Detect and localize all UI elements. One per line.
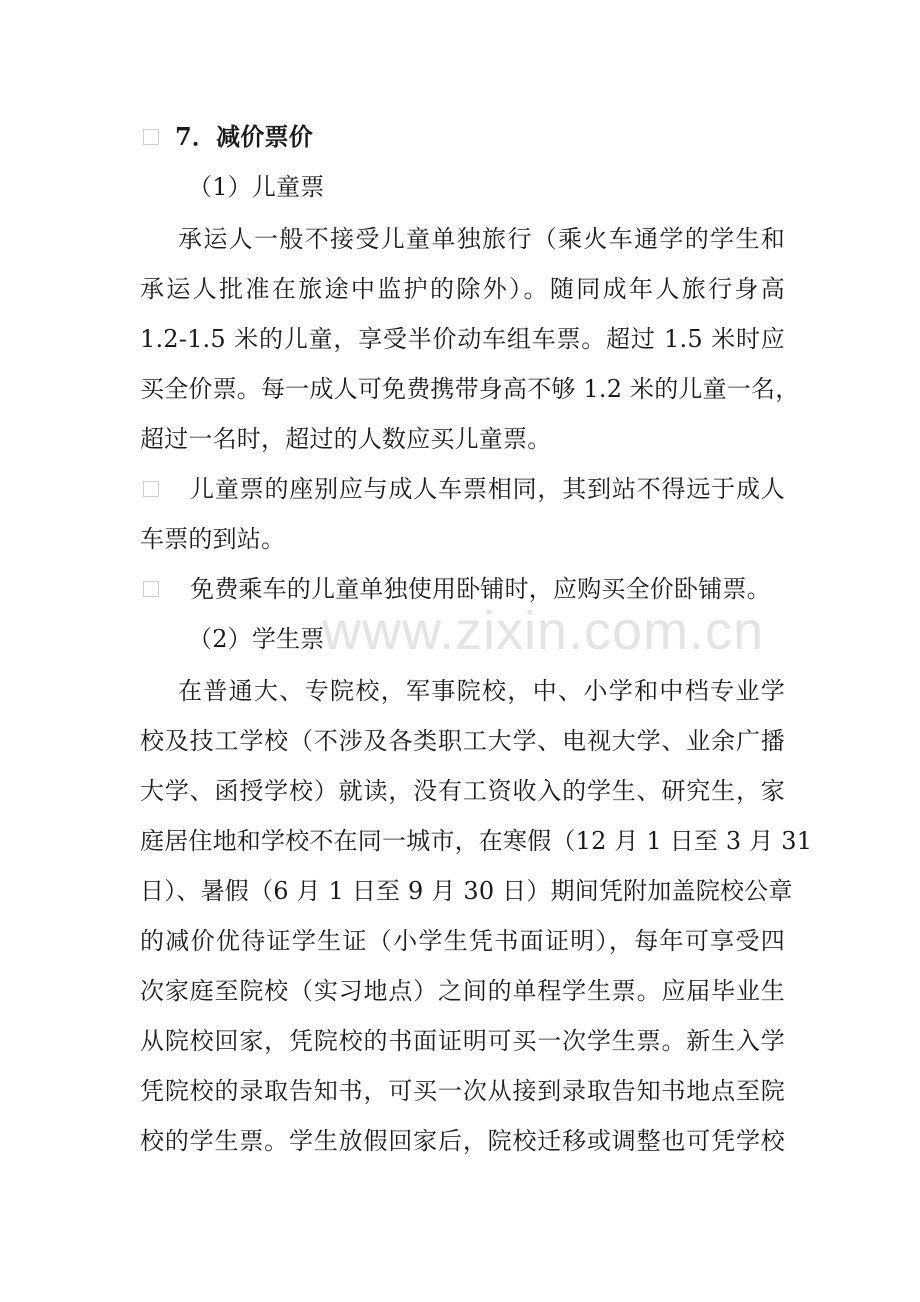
paragraph-line: 大学、函授学校）就读，没有工资收入的学生、研究生，家 [140, 777, 785, 805]
paragraph-line: 从院校回家，凭院校的书面证明可买一次学生票。新生入学 [140, 1027, 785, 1055]
paragraph-line: 承运人批准在旅途中监护的除外）。随同成年人旅行身高 [140, 275, 785, 303]
paragraph-line: 校的学生票。学生放假回家后，院校迁移或调整也可凭学校 [140, 1127, 785, 1155]
checkbox-icon [143, 581, 159, 597]
child-ticket-heading: （1）儿童票 [188, 173, 325, 201]
bullet-line: 免费乘车的儿童单独使用卧铺时，应购买全价卧铺票。 [190, 575, 771, 603]
paragraph-line: 日）、暑假（6 月 1 日至 9 月 30 日）期间凭附加盖院校公章 [140, 877, 793, 905]
paragraph-line: 校及技工学校（不涉及各类职工大学、电视大学、业余广播 [140, 727, 785, 755]
student-ticket-heading: （2）学生票 [188, 625, 325, 653]
paragraph-line: 庭居住地和学校不在同一城市，在寒假（12 月 1 日至 3 月 31 [140, 827, 813, 855]
paragraph-line: 凭院校的录取告知书，可买一次从接到录取告知书地点至院 [140, 1077, 785, 1105]
section-title: 7．减价票价 [175, 122, 313, 151]
paragraph-line: 买全价票。每一成人可免费携带身高不够 1.2 米的儿童一名， [140, 375, 800, 403]
paragraph-line: 1.2-1.5 米的儿童，享受半价动车组车票。超过 1.5 米时应 [140, 325, 785, 353]
bullet-line: 车票的到站。 [140, 525, 286, 553]
paragraph-line: 承运人一般不接受儿童单独旅行（乘火车通学的学生和 [178, 225, 785, 253]
checkbox-icon [143, 129, 159, 145]
paragraph-line: 在普通大、专院校，军事院校，中、小学和中档专业学 [178, 677, 785, 705]
paragraph-line: 的减价优待证学生证（小学生凭书面证明），每年可享受四 [140, 927, 785, 955]
watermark: www.zixin.com.cn [322, 601, 765, 661]
bullet-line: 儿童票的座别应与成人车票相同，其到站不得远于成人 [190, 475, 785, 503]
paragraph-line: 次家庭至院校（实习地点）之间的单程学生票。应届毕业生 [140, 977, 785, 1005]
paragraph-line: 超过一名时，超过的人数应买儿童票。 [140, 425, 552, 453]
checkbox-icon [143, 481, 159, 497]
